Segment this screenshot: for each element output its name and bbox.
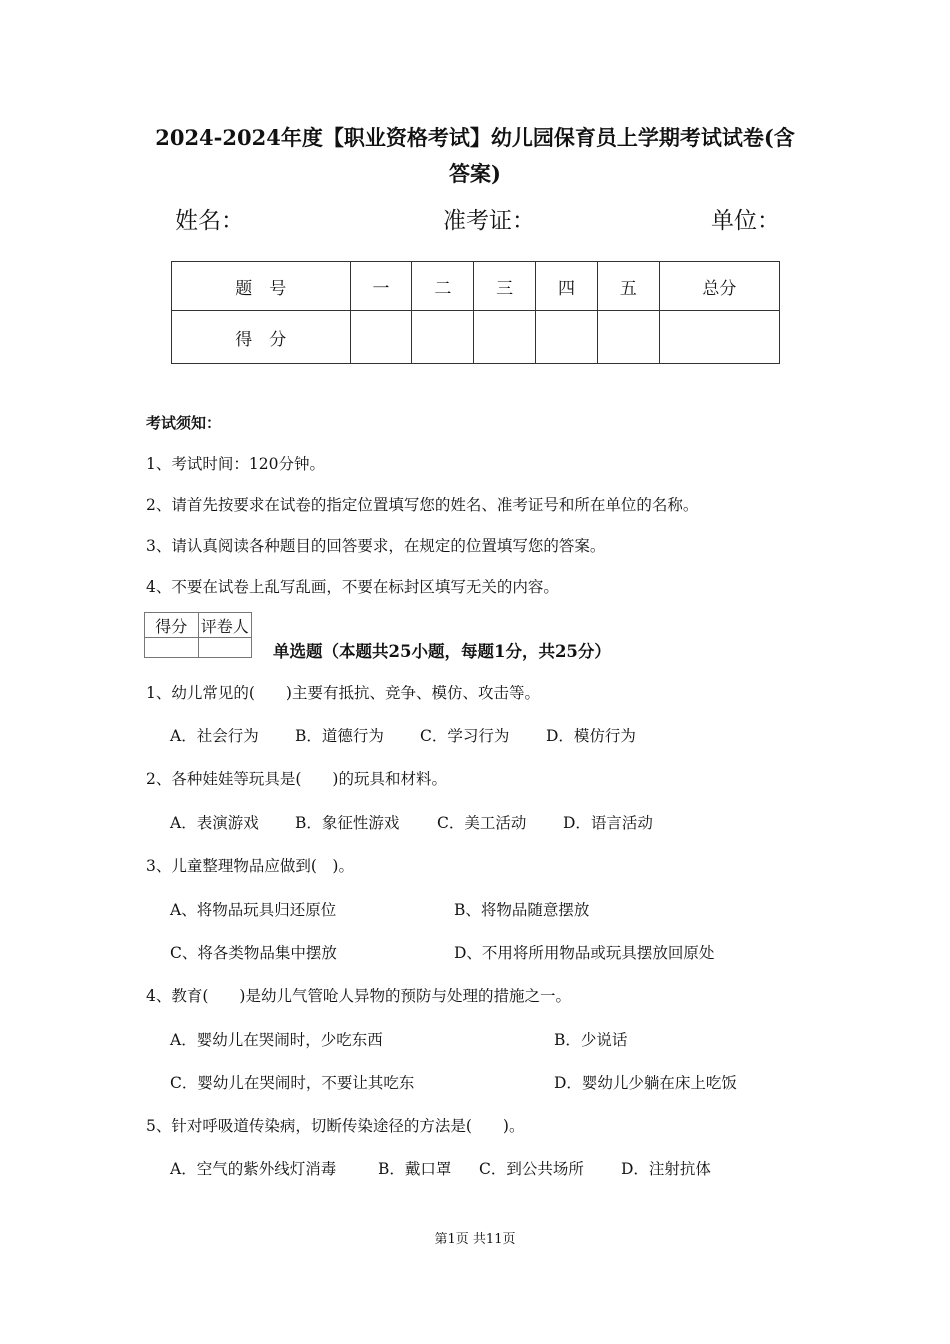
question-option[interactable]: C．到公共场所 <box>479 1160 584 1178</box>
notice-item: 3、请认真阅读各种题目的回答要求，在规定的位置填写您的答案。 <box>146 537 606 555</box>
notice-item: 1、考试时间：120分钟。 <box>146 455 325 473</box>
question-option[interactable]: C．婴幼儿在哭闹时，不要让其吃东 <box>170 1074 415 1092</box>
question-option[interactable]: D．语言活动 <box>563 814 653 832</box>
notice-title: 考试须知： <box>146 414 222 432</box>
exam-title-line2: 答案) <box>449 161 501 186</box>
grader-score-label: 得分 <box>145 613 199 638</box>
score-table-header-cell: 三 <box>474 262 536 311</box>
score-table-header-cell: 四 <box>536 262 598 311</box>
score-cell[interactable] <box>536 311 598 364</box>
question-option[interactable]: B．象征性游戏 <box>295 814 400 832</box>
score-row-label: 得 分 <box>172 311 351 364</box>
notice-item: 2、请首先按要求在试卷的指定位置填写您的姓名、准考证号和所在单位的名称。 <box>146 496 699 514</box>
question-stem: 4、教育( )是幼儿气管呛人异物的预防与处理的措施之一。 <box>146 987 571 1005</box>
question-option[interactable]: B、将物品随意摆放 <box>454 901 590 919</box>
score-cell[interactable] <box>350 311 412 364</box>
score-table-header-cell: 题 号 <box>172 262 351 311</box>
score-table-header-cell: 五 <box>597 262 659 311</box>
page-footer: 第1页 共11页 <box>434 1232 516 1247</box>
question-stem: 3、儿童整理物品应做到( )。 <box>146 857 354 875</box>
score-cell[interactable] <box>412 311 474 364</box>
question-stem: 1、幼儿常见的( )主要有抵抗、竞争、模仿、攻击等。 <box>146 684 540 702</box>
score-table-header-row <box>172 262 780 311</box>
score-table-score-row <box>172 311 780 364</box>
grader-table <box>144 612 252 658</box>
question-option[interactable]: B．少说话 <box>554 1031 628 1049</box>
question-option[interactable]: C、将各类物品集中摆放 <box>170 944 337 962</box>
grader-score-cell[interactable] <box>145 638 199 658</box>
question-option[interactable]: A．婴幼儿在哭闹时，少吃东西 <box>170 1031 383 1049</box>
score-table-header-cell: 总分 <box>659 262 779 311</box>
grader-table-input-row <box>145 638 252 658</box>
question-option[interactable]: A．表演游戏 <box>170 814 259 832</box>
exam-title-line1: 2024-2024年度【职业资格考试】幼儿园保育员上学期考试试卷(含 <box>155 125 795 150</box>
unit-label: 单位： <box>711 208 780 234</box>
question-stem: 2、各种娃娃等玩具是( )的玩具和材料。 <box>146 770 447 788</box>
notice-item: 4、不要在试卷上乱写乱画，不要在标封区填写无关的内容。 <box>146 578 559 596</box>
score-table <box>171 261 780 364</box>
score-table-header-cell: 一 <box>350 262 412 311</box>
question-option[interactable]: B．戴口罩 <box>378 1160 452 1178</box>
question-option[interactable]: A．社会行为 <box>170 727 259 745</box>
question-option[interactable]: C．美工活动 <box>437 814 527 832</box>
question-option[interactable]: D．模仿行为 <box>546 727 636 745</box>
question-stem: 5、针对呼吸道传染病，切断传染途径的方法是( )。 <box>146 1117 525 1135</box>
question-option[interactable]: A．空气的紫外线灯消毒 <box>170 1160 337 1178</box>
section-title: 单选题（本题共25小题，每题1分，共25分） <box>273 642 611 661</box>
question-option[interactable]: D．婴幼儿少躺在床上吃饭 <box>554 1074 737 1092</box>
grader-name-cell[interactable] <box>198 638 252 658</box>
question-option[interactable]: C．学习行为 <box>420 727 510 745</box>
question-option[interactable]: B．道德行为 <box>295 727 384 745</box>
question-option[interactable]: D、不用将所用物品或玩具摆放回原处 <box>454 944 715 962</box>
score-table-header-cell: 二 <box>412 262 474 311</box>
question-option[interactable]: A、将物品玩具归还原位 <box>170 901 337 919</box>
score-cell[interactable] <box>597 311 659 364</box>
exam-id-label: 准考证： <box>443 208 535 234</box>
exam-title <box>120 120 830 192</box>
question-option[interactable]: D．注射抗体 <box>621 1160 711 1178</box>
name-label: 姓名： <box>175 208 244 234</box>
score-cell[interactable] <box>659 311 779 364</box>
grader-table-header-row <box>145 613 252 638</box>
grader-name-label: 评卷人 <box>198 613 252 638</box>
score-cell[interactable] <box>474 311 536 364</box>
